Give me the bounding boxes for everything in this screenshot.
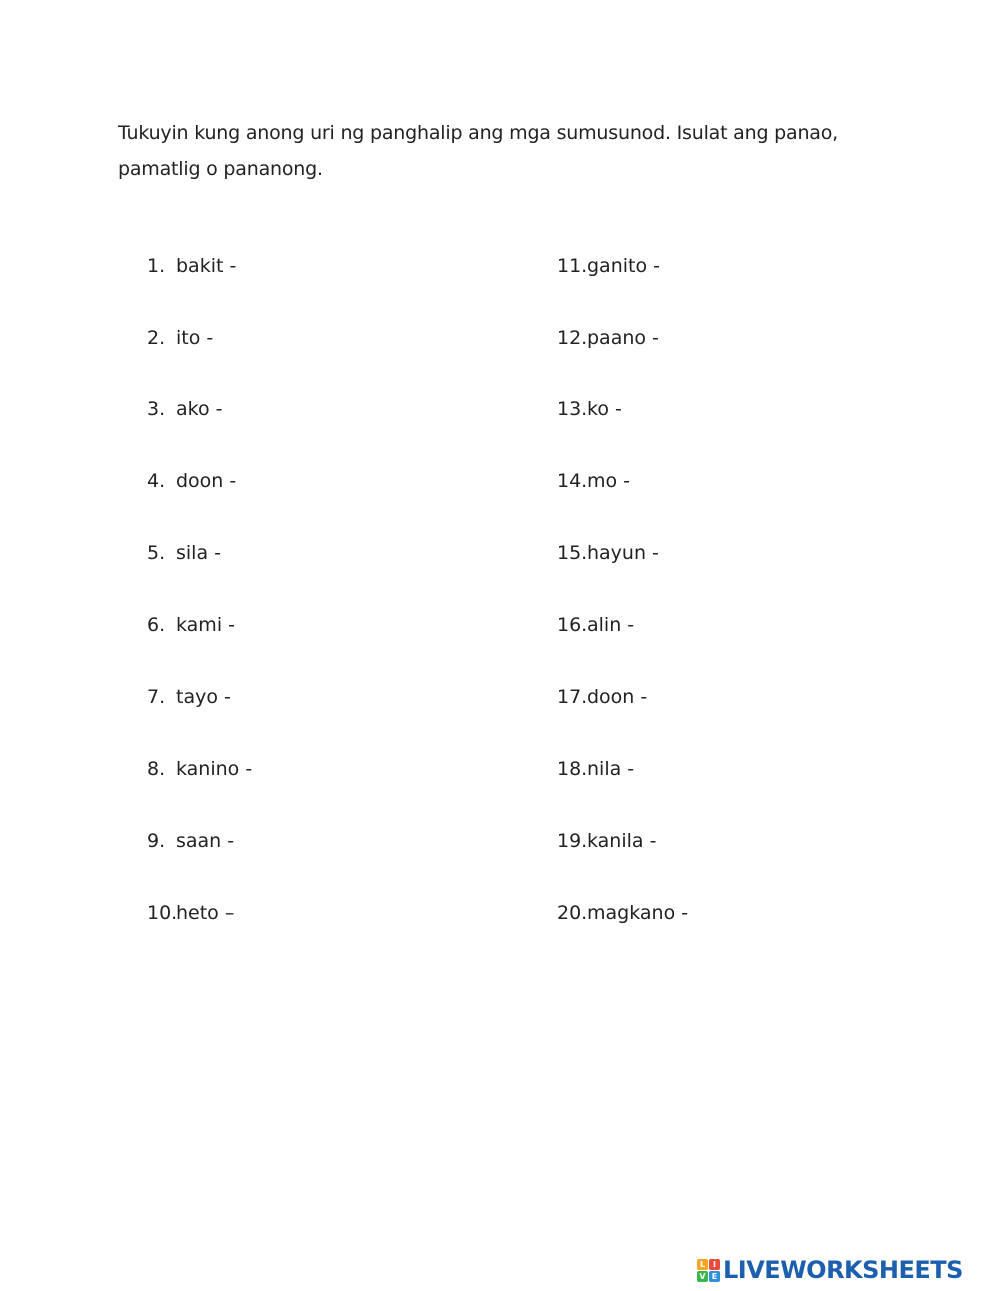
item-word: tayo - <box>176 686 231 708</box>
item-number: 3. <box>147 398 166 420</box>
item-word: hayun - <box>587 542 659 564</box>
item-number: 1. <box>147 255 166 277</box>
list-item <box>557 757 635 781</box>
item-number: 14. <box>557 470 588 492</box>
item-number: 4. <box>147 470 166 492</box>
list-item <box>147 397 223 421</box>
item-word: kanino - <box>176 758 253 780</box>
logo-mark-icon <box>697 1259 720 1282</box>
item-number: 19. <box>557 830 588 852</box>
list-item <box>557 685 648 709</box>
item-word: doon - <box>587 686 648 708</box>
list-item <box>557 613 635 637</box>
instructions-text: Tukuyin kung anong uri ng panghalip ang mga sumusunod. Isulat ang panao, pamatlig o pananong. <box>118 122 839 180</box>
item-number: 2. <box>147 327 166 349</box>
item-word: kanila - <box>587 830 657 852</box>
item-word: alin - <box>587 614 635 636</box>
list-item <box>147 326 214 350</box>
item-word: ko - <box>587 398 622 420</box>
item-word: magkano - <box>587 902 689 924</box>
logo-text: LIVEWORKSHEETS <box>723 1256 963 1284</box>
list-item <box>557 829 657 853</box>
list-item <box>147 613 235 637</box>
item-word: bakit - <box>176 255 237 277</box>
item-number: 7. <box>147 686 166 708</box>
logo-letter-l: L <box>697 1259 708 1270</box>
item-number: 18. <box>557 758 588 780</box>
liveworksheets-logo <box>697 1255 963 1285</box>
logo-letter-i: I <box>709 1259 720 1270</box>
item-word: doon - <box>176 470 237 492</box>
item-number: 6. <box>147 614 166 636</box>
item-number: 20. <box>557 902 588 924</box>
item-word: heto – <box>176 902 235 924</box>
item-word: ganito - <box>587 255 660 277</box>
item-number: 11. <box>557 255 588 277</box>
item-word: ito - <box>176 327 214 349</box>
item-number: 5. <box>147 542 166 564</box>
list-item <box>557 541 659 565</box>
list-item <box>147 469 237 493</box>
logo-letter-v: V <box>697 1271 708 1282</box>
list-item <box>557 254 660 278</box>
item-word: ako - <box>176 398 223 420</box>
list-item <box>147 901 235 925</box>
item-number: 9. <box>147 830 166 852</box>
item-word: saan - <box>176 830 235 852</box>
list-item <box>557 469 631 493</box>
list-item <box>557 326 659 350</box>
list-item <box>147 254 237 278</box>
item-number: 12. <box>557 327 588 349</box>
item-number: 8. <box>147 758 166 780</box>
list-item <box>557 901 689 925</box>
list-item <box>557 397 622 421</box>
item-number: 15. <box>557 542 588 564</box>
item-number: 13. <box>557 398 588 420</box>
list-item <box>147 757 253 781</box>
list-item <box>147 541 221 565</box>
logo-letter-e: E <box>709 1271 720 1282</box>
item-word: paano - <box>587 327 659 349</box>
list-item <box>147 685 231 709</box>
item-number: 16. <box>557 614 588 636</box>
item-word: mo - <box>587 470 631 492</box>
item-number: 17. <box>557 686 588 708</box>
list-item <box>147 829 235 853</box>
item-number: 10. <box>147 902 178 924</box>
item-word: sila - <box>176 542 221 564</box>
item-word: kami - <box>176 614 235 636</box>
item-word: nila - <box>587 758 635 780</box>
